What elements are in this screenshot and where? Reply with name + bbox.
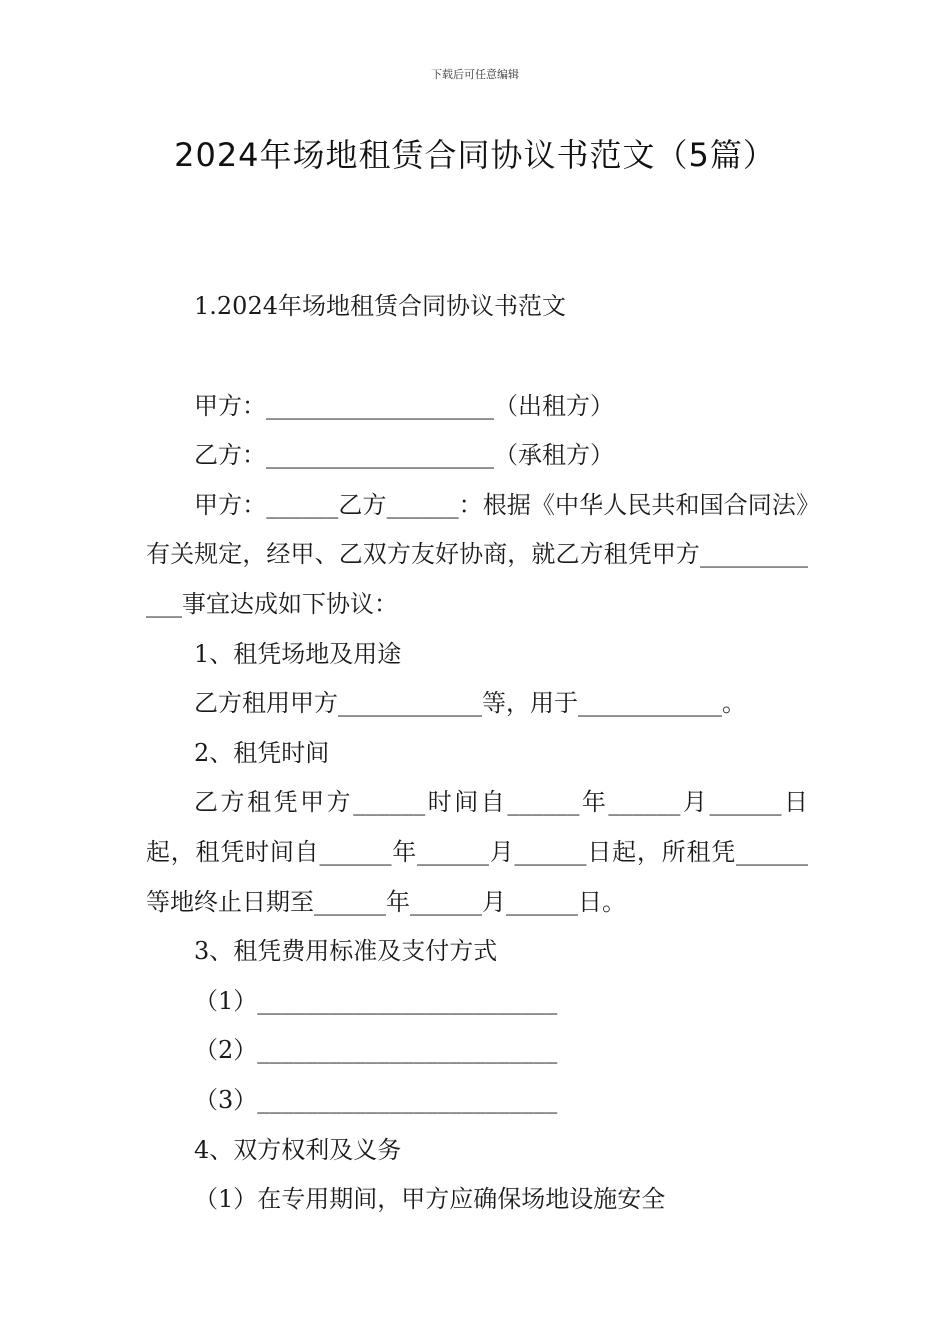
clause-4-item-1: （1）在专用期间，甲方应确保场地设施安全	[194, 1185, 666, 1214]
party-b-line: 乙方：___________________（承租方）	[194, 441, 614, 470]
clause-3-item-2: （2）_________________________	[194, 1036, 558, 1065]
clause-3-item-1: （1）_________________________	[194, 986, 558, 1015]
clause-3-title: 3、租凭费用标准及支付方式	[194, 937, 498, 966]
section-title: 1.2024年场地租赁合同协议书范文	[194, 292, 566, 320]
clause-3-item-3: （3）_________________________	[194, 1085, 558, 1114]
clause-1-title: 1、租凭场地及用途	[194, 639, 402, 668]
clause-2-body: 乙方租凭甲方______时间自______年______月______日起，租凭时间自______年______月______日起，所租凭______等地终止日期至______年______月______日。	[146, 788, 808, 916]
intro-paragraph: 甲方：______乙方______：根据《中华人民共和国合同法》有关规定，经甲、乙双方友好协商，就乙方租凭甲方____________事宜达成如下协议：	[146, 490, 808, 618]
document-title: 2024年场地租赁合同协议书范文（5篇）	[174, 136, 776, 174]
header-note: 下载后可任意编辑	[431, 68, 519, 81]
clause-1-body: 乙方租用甲方____________等，用于____________。	[194, 689, 746, 718]
document-body	[146, 282, 808, 1225]
clause-4-title: 4、双方权利及义务	[194, 1135, 402, 1164]
clause-2-title: 2、租凭时间	[194, 738, 330, 767]
party-a-line: 甲方：___________________（出租方）	[194, 391, 614, 420]
